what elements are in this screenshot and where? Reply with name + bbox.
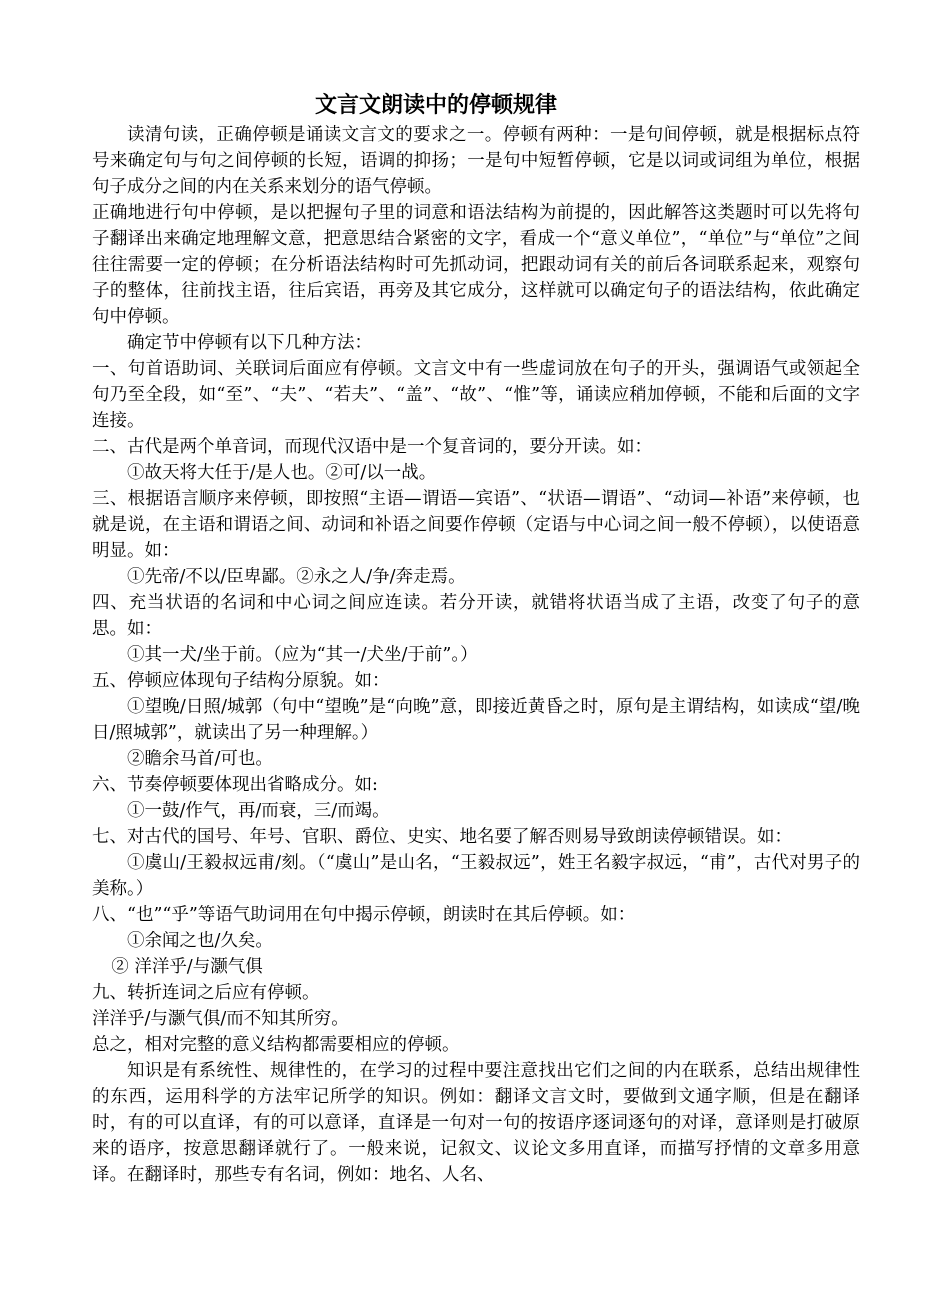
rule-3: 三、根据语言顺序来停顿，即按照“主语—谓语—宾语”、“状语—谓语”、“动词—补语”来停顿，也就是说，在主语和谓语之间、动词和补语之间要作停顿（定语与中心词之间一般不停顿），以使语意明显。如：: [92, 489, 860, 561]
rule-6-example: ①一鼓/作气，再/而衰，三/而竭。: [127, 801, 390, 821]
rule-1: 一、句首语助词、关联词后面应有停顿。文言文中有一些虚词放在句子的开头，强调语气或领起全句乃至全段，如“至”、“夫”、“若夫”、“盖”、“故”、“惟”等，诵读应稍加停顿，不能和后面的文字连接。: [92, 359, 860, 431]
rule-8-example-2: ② 洋洋乎/与灏气俱: [111, 957, 263, 977]
rule-8-example-1: ①余闻之也/久矣。: [127, 931, 273, 951]
rule-5-example-1: ①望晚/日照/城郭（句中“望晚”是“向晚”意，即接近黄昏之时，原句是主谓结构，如读成“望/晚日/照城郭”，就读出了另一种理解。）: [92, 697, 860, 743]
body-paragraph: 正确地进行句中停顿，是以把握句子里的词意和语法结构为前提的，因此解答这类题时可以先将句子翻译出来确定地理解文意，把意思结合紧密的文字，看成一个“意义单位”，“单位”与“单位”之间往往需要一定的停顿；在分析语法结构时可先抓动词，把跟动词有关的前后各词联系起来，观察句子的整体，往前找主语，往后宾语，再旁及其它成分，这样就可以确定句子的语法结构，依此确定句中停顿。: [92, 203, 860, 327]
intro-paragraph: 读清句读，正确停顿是诵读文言文的要求之一。停顿有两种：一是句间停顿，就是根据标点符号来确定句与句之间停顿的长短，语调的抑扬；一是句中短暂停顿，它是以词或词组为单位，根据句子成分之间的内在关系来划分的语气停顿。: [92, 125, 860, 197]
rule-6: 六、节奏停顿要体现出省略成分。如:: [92, 775, 378, 795]
rule-3-example: ①先帝/不以/臣卑鄙。②永之人/争/奔走焉。: [127, 567, 466, 587]
rule-2-example: ①故天将大任于/是人也。②可/以一战。: [127, 463, 437, 483]
rule-9-example: 洋洋乎/与灏气俱/而不知其所穷。: [92, 1009, 349, 1029]
rule-4: 四、充当状语的名词和中心词之间应连读。若分开读，就错将状语当成了主语，改变了句子的意思。如：: [92, 593, 860, 639]
document-page: [92, 90, 860, 1188]
rule-4-example: ①其一犬/坐于前。（应为“其一/犬坐/于前”。）: [127, 645, 478, 665]
rule-5: 五、停顿应体现句子结构分原貌。如：: [92, 671, 390, 691]
rule-9: 九、转折连词之后应有停顿。: [92, 983, 320, 1003]
knowledge-paragraph: 知识是有系统性、规律性的，在学习的过程中要注意找出它们之间的内在联系，总结出规律性的东西，运用科学的方法牢记所学的知识。例如：翻译文言文时，要做到文通字顺，但是在翻译时，有的可以直译，有的可以意译，直译是一句对一句的按语序逐词逐句的对译，意译则是打破原来的语序，按意思翻译就行了。一般来说，记叙文、议论文多用直译，而描写抒情的文章多用意译。在翻译时，那些专有名词，例如：地名、人名、: [92, 1061, 860, 1185]
rule-8: 八、“也”“乎”等语气助词用在句中揭示停顿，朗读时在其后停顿。如：: [92, 905, 636, 925]
document-title: 文言文朗读中的停顿规律: [314, 93, 557, 118]
methods-intro: 确定节中停顿有以下几种方法：: [127, 333, 372, 353]
rule-7-example: ①虞山/王毅叔远甫/刻。（“虞山”是山名，“王毅叔远”，姓王名毅字叔远，“甫”，古代对男子的美称。）: [92, 853, 860, 899]
rule-2: 二、古代是两个单音词，而现代汉语中是一个复音词的，要分开读。如：: [92, 437, 652, 457]
rule-7: 七、对古代的国号、年号、官职、爵位、史实、地名要了解否则易导致朗读停顿错误。如：: [92, 827, 792, 847]
summary: 总之，相对完整的意义结构都需要相应的停顿。: [92, 1035, 460, 1055]
rule-5-example-2: ②瞻余马首/可也。: [127, 749, 273, 769]
